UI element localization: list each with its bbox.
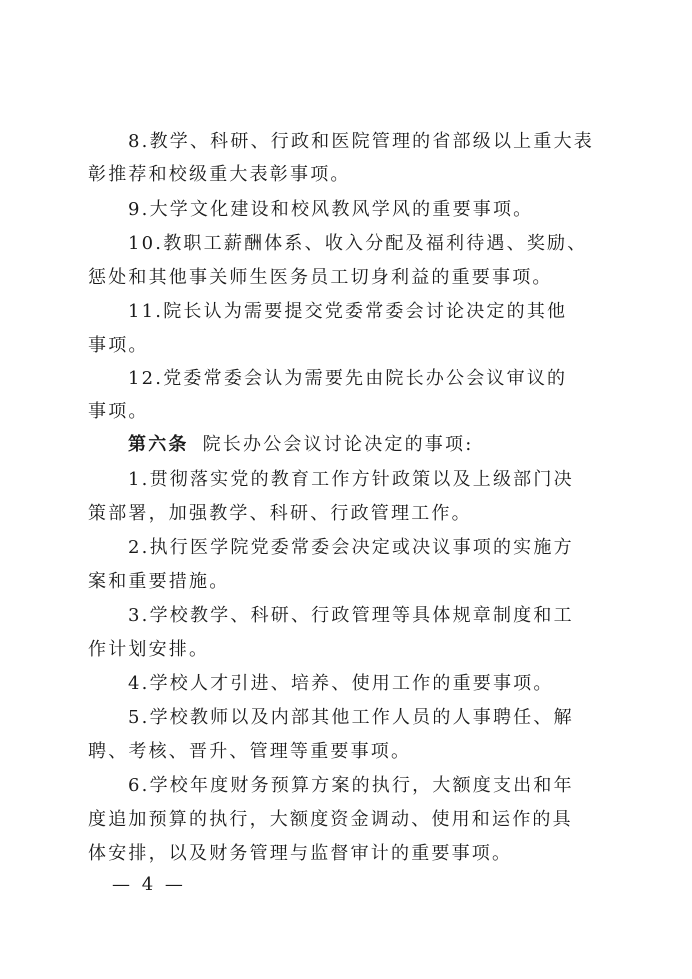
paragraph-line: 度追加预算的执行，大额度资金调动、使用和运作的具: [88, 809, 573, 830]
paragraph-line: 彰推荐和校级重大表彰事项。: [88, 164, 351, 185]
paragraph-line: 作计划安排。: [88, 639, 210, 660]
paragraph-line: 2.执行医学院党委常委会决定或决议事项的实施方: [128, 537, 574, 558]
paragraph-line: 案和重要措施。: [88, 571, 230, 592]
paragraph-line: 9.大学文化建设和校风教风学风的重要事项。: [128, 199, 534, 220]
paragraph-line: 事项。: [88, 335, 149, 356]
paragraph-line: 体安排，以及财务管理与监督审计的重要事项。: [88, 843, 513, 864]
paragraph-line: 11.院长认为需要提交党委常委会讨论决定的其他: [128, 301, 568, 322]
paragraph-line: 惩处和其他事关师生医务员工切身利益的重要事项。: [88, 267, 553, 288]
article-title: 院长办公会议讨论决定的事项:: [202, 434, 474, 455]
paragraph-line: 策部署，加强教学、科研、行政管理工作。: [88, 503, 472, 524]
paragraph-line: 12.党委常委会认为需要先由院长办公会议审议的: [128, 368, 568, 389]
paragraph-line: 8.教学、科研、行政和医院管理的省部级以上重大表: [128, 131, 594, 152]
paragraph-line: 3.学校教学、科研、行政管理等具体规章制度和工: [128, 605, 574, 626]
paragraph-line: 1.贯彻落实党的教育工作方针政策以及上级部门决: [128, 469, 574, 490]
page-number: — 4 —: [112, 874, 186, 895]
paragraph-line: 聘、考核、晋升、管理等重要事项。: [88, 741, 412, 762]
paragraph-line: 4.学校人才引进、培养、使用工作的重要事项。: [128, 673, 554, 694]
article-label: 第六条: [128, 434, 189, 455]
paragraph-line: 事项。: [88, 401, 149, 422]
paragraph-line: 5.学校教师以及内部其他工作人员的人事聘任、解: [128, 707, 574, 728]
paragraph-line: 6.学校年度财务预算方案的执行，大额度支出和年: [128, 775, 574, 796]
paragraph-line: 10.教职工薪酬体系、收入分配及福利待遇、奖励、: [128, 233, 588, 254]
article-heading: [128, 433, 568, 457]
